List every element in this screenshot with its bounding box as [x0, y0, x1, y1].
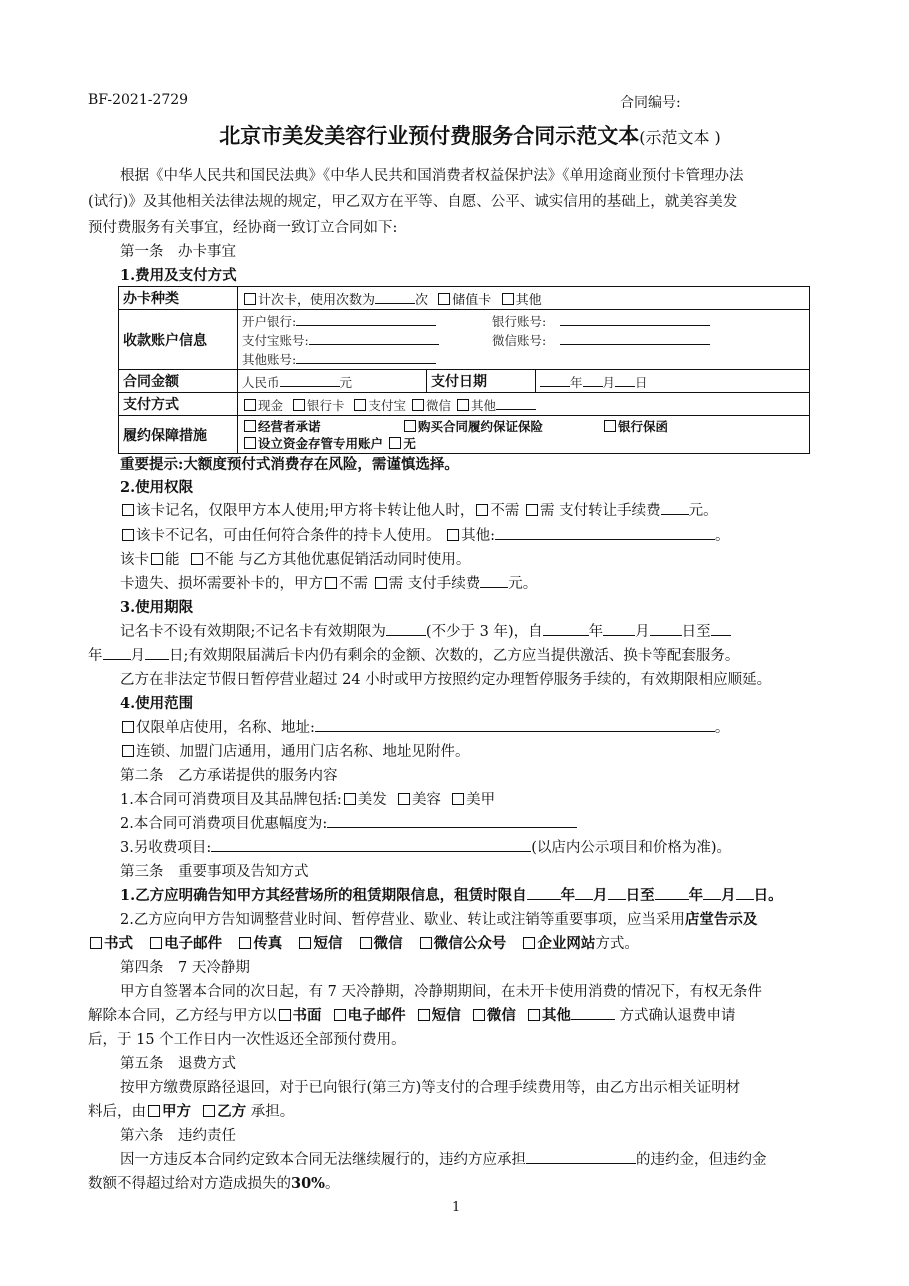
checkbox[interactable]: [604, 420, 616, 432]
title-suffix: (示范文本 ): [639, 128, 721, 147]
art6-line-2: [88, 1172, 339, 1193]
article-3-title: 第三条 重要事项及告知方式: [120, 864, 309, 880]
checkbox[interactable]: [389, 437, 401, 449]
text: 料后，由: [88, 1104, 146, 1120]
blank-line[interactable]: [211, 837, 531, 852]
checkbox[interactable]: [452, 793, 464, 805]
checkbox[interactable]: [191, 553, 203, 565]
period-line-3: 乙方在非法定节假日暂停营业超过 24 小时或甲方按照约定办理暂停服务手续的，有效期限相应顺延。: [120, 672, 772, 688]
text: 不需: [339, 576, 368, 592]
text: 仅限单店使用，名称、地址:: [136, 720, 315, 736]
checkbox[interactable]: [148, 1105, 160, 1117]
text: 1.乙方应明确告知甲方其经营场所的租赁期限信息，租赁时限自: [120, 887, 527, 904]
checkbox[interactable]: [523, 937, 535, 949]
blank-line[interactable]: [375, 289, 415, 304]
checkbox[interactable]: [122, 529, 134, 541]
text: 美容: [411, 792, 441, 808]
text: 年: [88, 648, 103, 664]
intro-line-1: 根据《中华人民共和国民法典》《中华人民共和国消费者权益保护法》《单用途商业预付卡管理办法: [120, 168, 744, 184]
text: 月: [721, 887, 736, 904]
text: 书面: [292, 1007, 322, 1024]
guarantee-opt-1: 经营者承诺: [258, 418, 321, 434]
checkbox[interactable]: [473, 1009, 485, 1021]
text: 2.本合同可消费项目优惠幅度为:: [120, 816, 328, 832]
scope-line-1: [120, 716, 729, 737]
art3-line-3: [88, 932, 639, 953]
checkbox[interactable]: [325, 577, 337, 589]
card-type-unit: 次: [415, 292, 429, 308]
checkbox[interactable]: [360, 937, 372, 949]
account-info-cell: [238, 310, 810, 370]
art2-line-2: [120, 812, 577, 833]
text: 乙方: [217, 1103, 247, 1120]
text: 甲方: [162, 1103, 191, 1120]
card-info-table: [118, 286, 810, 454]
checkbox[interactable]: [528, 1009, 540, 1021]
text: 短信: [431, 1007, 461, 1024]
alipay-label: 支付宝账号:: [242, 333, 309, 348]
checkbox[interactable]: [404, 420, 416, 432]
blank-line[interactable]: [703, 885, 721, 900]
text: 不需: [490, 503, 520, 519]
blank-line[interactable]: [608, 885, 626, 900]
text: 年: [588, 624, 604, 640]
page-number: 1: [452, 1200, 461, 1215]
bankcard-option: 银行卡: [306, 397, 345, 413]
contract-no-label: 合同编号:: [620, 95, 681, 111]
text: 电子邮件: [164, 935, 223, 952]
blank-line[interactable]: [296, 349, 436, 364]
scope-line-2: [120, 740, 470, 761]
text: 企业网站: [537, 935, 596, 952]
checkbox[interactable]: [239, 937, 251, 949]
text: 卡遗失、损坏需要补卡的，甲方: [120, 576, 323, 592]
checkbox[interactable]: [354, 399, 366, 411]
checkbox[interactable]: [279, 1009, 291, 1021]
usage-line-2: [120, 524, 730, 545]
cash-option: 现金: [258, 397, 284, 413]
blank-line[interactable]: [309, 330, 439, 345]
checkbox[interactable]: [122, 745, 134, 757]
checkbox[interactable]: [418, 1009, 430, 1021]
text: 日。: [753, 887, 783, 904]
amount-cell: [238, 370, 427, 393]
guarantee-opt-4: 设立资金存管专用账户: [258, 435, 384, 451]
text: 方式确认退费申请: [619, 1008, 736, 1024]
text: 记名卡不设有效期限;不记名卡有效期限为: [120, 624, 386, 640]
intro-line-2: (试行)》及其他相关法律法规的规定，甲乙双方在平等、自愿、公平、诚实信用的基础上，就美容美发: [88, 194, 738, 210]
checkbox[interactable]: [412, 399, 424, 411]
checkbox[interactable]: [420, 937, 432, 949]
text: 元。: [688, 503, 718, 519]
blank-line[interactable]: [615, 372, 635, 387]
warning-text: 重要提示:大额度预付式消费存在风险，需谨慎选择。: [120, 456, 459, 473]
checkbox[interactable]: [344, 793, 356, 805]
art2-line-1: [120, 788, 495, 809]
checkbox[interactable]: [299, 937, 311, 949]
art5-line-2: [88, 1100, 294, 1121]
text: 美发: [357, 792, 387, 808]
blank-line[interactable]: [280, 372, 340, 387]
text: 1.本合同可消费项目及其品牌包括:: [120, 792, 342, 808]
guarantee-cell: [238, 416, 810, 454]
pay-method-cell: [238, 393, 810, 416]
checkbox[interactable]: [244, 437, 256, 449]
checkbox[interactable]: [438, 293, 450, 305]
other-account-label: 其他账号:: [242, 352, 297, 367]
pay-date-cell: [536, 370, 810, 393]
yuan-label: 元: [339, 374, 353, 390]
usage-line-4: [120, 572, 537, 593]
blank-line[interactable]: [327, 813, 577, 828]
guarantee-opt-2: 购买合同履约保证保险: [418, 418, 544, 434]
art6-line-1: [120, 1148, 767, 1169]
text: 2.乙方应向甲方告知调整营业时间、暂停营业、歇业、转让或注销等重要事项，应当采用: [120, 912, 685, 928]
checkbox[interactable]: [502, 293, 514, 305]
checkbox[interactable]: [244, 399, 256, 411]
art4-line-2: [88, 1004, 736, 1025]
text: 。: [324, 1176, 340, 1192]
checkbox[interactable]: [375, 577, 387, 589]
text: 美甲: [466, 792, 496, 808]
article-6-title: 第六条 违约责任: [120, 1128, 236, 1144]
text: 月: [593, 887, 608, 904]
blank-line[interactable]: [526, 1149, 636, 1164]
checkbox[interactable]: [151, 553, 163, 565]
art2-line-3: [120, 836, 731, 857]
text: 元。: [508, 576, 538, 592]
blank-line[interactable]: [480, 573, 508, 588]
text: 解除本合同，乙方经与甲方以: [88, 1008, 277, 1024]
checkbox[interactable]: [447, 529, 459, 541]
text: 方式。: [595, 936, 639, 952]
text: 能: [165, 552, 180, 568]
text: 日至: [681, 624, 711, 640]
card-type-label: 办卡种类: [119, 287, 238, 310]
period-line-2: [88, 644, 739, 665]
blank-line[interactable]: [650, 621, 682, 636]
rmb-label: 人民币: [242, 374, 280, 390]
month-label: 月: [602, 374, 616, 390]
blank-line[interactable]: [661, 500, 689, 515]
bank-account-label: 银行账号:: [492, 314, 547, 329]
checkbox[interactable]: [90, 937, 102, 949]
text: 因一方违反本合同约定致本合同无法继续履行的，违约方应承担: [120, 1152, 526, 1168]
art3-line-2: [120, 908, 757, 929]
text: 电子邮件: [347, 1007, 406, 1024]
section-scope-title: 4.使用范围: [120, 695, 194, 712]
section-period-title: 3.使用期限: [120, 599, 194, 616]
doc-code: BF-2021-2729: [88, 92, 189, 108]
blank-line[interactable]: [540, 372, 570, 387]
checkbox[interactable]: [122, 504, 134, 516]
intro-line-3: 预付费服务有关事宜，经协商一致订立合同如下:: [88, 220, 398, 236]
article-2-title: 第二条 乙方承诺提供的服务内容: [120, 768, 338, 784]
text: 年: [688, 887, 704, 904]
blank-line[interactable]: [145, 645, 169, 660]
text: 店堂告示及: [684, 911, 758, 928]
text: 。: [714, 720, 730, 736]
checkbox[interactable]: [244, 420, 256, 432]
day-label: 日: [635, 374, 648, 390]
bank-label: 开户银行:: [242, 314, 297, 329]
card-type-count: 计次卡，使用次数为: [258, 292, 376, 308]
text: 该卡记名，仅限甲方本人使用;甲方将卡转让他人时，: [136, 503, 475, 519]
blank-line[interactable]: [495, 525, 715, 540]
checkbox[interactable]: [244, 293, 256, 305]
guarantee-label: 履约保障措施: [119, 416, 238, 454]
blank-line[interactable]: [655, 885, 689, 900]
wechat-option: 微信: [425, 397, 451, 413]
checkbox[interactable]: [457, 399, 469, 411]
art4-line-1: 甲方自签署本合同的次日起，有 7 天冷静期，冷静期期间，在未开卡使用消费的情况下，有权无条件: [120, 984, 762, 1000]
text: 传真: [253, 935, 283, 952]
pay-method-label: 支付方式: [119, 393, 238, 416]
section-usage-title: 2.使用权限: [120, 479, 194, 496]
section-fees-title: 1.费用及支付方式: [120, 267, 237, 284]
text: 的违约金，但违约金: [636, 1152, 767, 1168]
blank-line[interactable]: [496, 395, 536, 410]
text: 年: [560, 887, 576, 904]
article-5-title: 第五条 退费方式: [120, 1056, 236, 1072]
card-type-other: 其他: [515, 292, 542, 308]
text: (不少于 3 年)，自: [425, 624, 543, 640]
text: 其他:: [461, 528, 495, 544]
blank-line[interactable]: [711, 621, 731, 636]
blank-line[interactable]: [386, 621, 426, 636]
blank-line[interactable]: [736, 885, 754, 900]
usage-line-1: [120, 499, 718, 520]
text: 微信: [486, 1007, 516, 1024]
text: 其他: [541, 1007, 571, 1024]
text: 不能 与乙方其他优惠促销活动同时使用。: [204, 552, 471, 568]
text: 月: [635, 624, 650, 640]
article-1-title: 第一条 办卡事宜: [120, 244, 236, 260]
checkbox[interactable]: [122, 721, 134, 733]
blank-line[interactable]: [527, 885, 561, 900]
other-option: 其他: [470, 397, 496, 413]
period-line-1: [120, 620, 731, 641]
text: 微信: [373, 935, 403, 952]
checkbox[interactable]: [293, 399, 305, 411]
text: 该卡不记名，可由任何符合条件的持卡人使用。: [136, 528, 441, 544]
blank-line[interactable]: [575, 885, 593, 900]
checkbox[interactable]: [150, 937, 162, 949]
article-4-title: 第四条 7 天冷静期: [120, 960, 250, 976]
year-label: 年: [570, 374, 583, 390]
text: 书式: [104, 935, 133, 952]
text: 日至: [625, 887, 655, 904]
checkbox[interactable]: [398, 793, 410, 805]
text: 该卡: [120, 552, 149, 568]
page-title: [160, 120, 780, 150]
title-main: 北京市美发美容行业预付费服务合同示范文本: [219, 123, 640, 148]
text: 需 支付手续费: [388, 576, 481, 592]
card-type-cell: [238, 287, 810, 310]
text: 日;有效期限届满后卡内仍有剩余的金额、次数的，乙方应当提供激活、换卡等配套服务。: [169, 648, 740, 664]
guarantee-opt-3: 银行保函: [618, 418, 669, 434]
card-type-stored: 储值卡: [452, 292, 492, 308]
text: 30%: [291, 1175, 325, 1192]
blank-line[interactable]: [296, 311, 436, 326]
blank-line[interactable]: [103, 645, 131, 660]
text: 微信公众号: [433, 935, 507, 952]
alipay-option: 支付宝: [368, 397, 406, 413]
text: 连锁、加盟门店通用，通用门店名称、地址见附件。: [136, 744, 470, 760]
checkbox[interactable]: [526, 504, 538, 516]
blank-line[interactable]: [560, 311, 710, 326]
guarantee-opt-5: 无: [403, 435, 416, 451]
text: 短信: [313, 935, 343, 952]
text: 数额不得超过给对方造成损失的: [88, 1176, 291, 1192]
art3-line-1: [120, 884, 783, 905]
blank-line[interactable]: [571, 1005, 615, 1020]
text: 承担。: [250, 1104, 295, 1120]
blank-line[interactable]: [603, 621, 635, 636]
blank-line[interactable]: [583, 372, 603, 387]
amount-label: 合同金额: [119, 370, 238, 393]
account-info-label: 收款账户信息: [119, 310, 238, 370]
text: 3.另收费项目:: [120, 840, 212, 856]
blank-line[interactable]: [543, 621, 589, 636]
art4-line-3: 后，于 15 个工作日内一次性返还全部预付费用。: [88, 1032, 406, 1048]
checkbox[interactable]: [203, 1105, 215, 1117]
text: 。: [715, 528, 730, 544]
blank-line[interactable]: [315, 717, 715, 732]
usage-line-3: [120, 548, 470, 569]
pay-date-label: 支付日期: [427, 370, 536, 393]
text: (以店内公示项目和价格为准)。: [531, 840, 732, 856]
text: 需 支付转让手续费: [540, 503, 661, 519]
checkbox[interactable]: [334, 1009, 346, 1021]
wechat-label: 微信账号:: [492, 333, 547, 348]
checkbox[interactable]: [476, 504, 488, 516]
text: 月: [130, 648, 145, 664]
art5-line-1: 按甲方缴费原路径退回，对于已向银行(第三方)等支付的合理手续费用等，由乙方出示相关证明材: [120, 1080, 741, 1096]
blank-line[interactable]: [560, 330, 710, 345]
